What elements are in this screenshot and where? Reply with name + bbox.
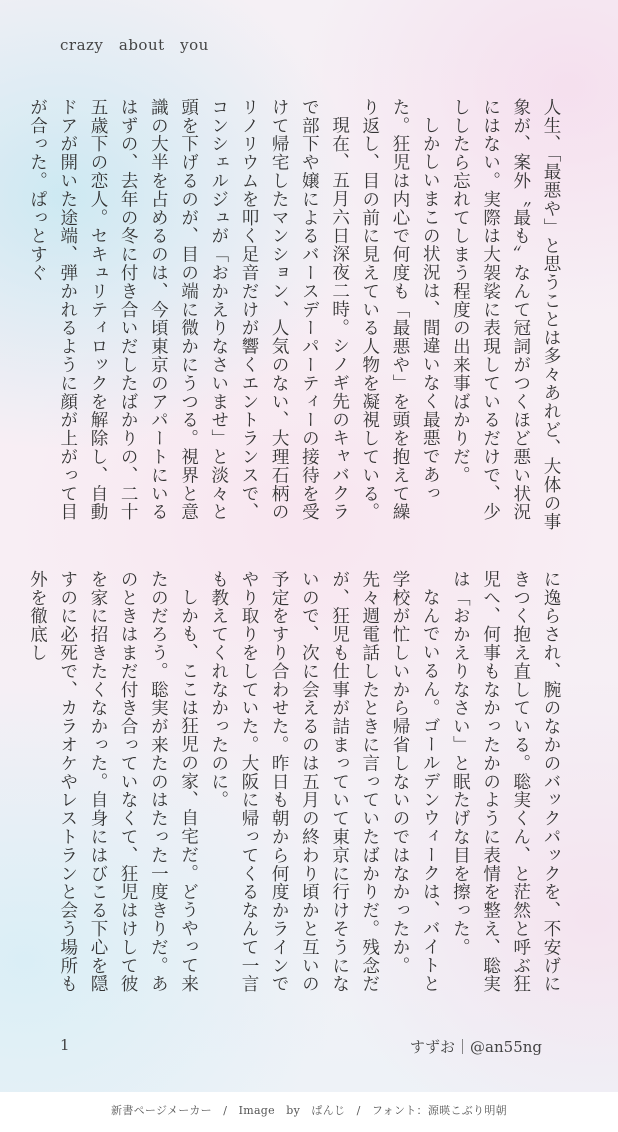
paragraph: に逸らされ、腕のなかのバックパックを、不安げにきつく抱え直している。聡実くん、と茫然と呼ぶ狂児へ、何事もなかったかのように表情を整え、聡実は「おかえりなさい」と眠たげな目を擦った。	[450, 570, 561, 994]
paragraph: しかも、ここは狂児の家、自宅だ。どうやって来たのだろう。聡実が来たのはたった一度きりだ。あのときはまだ付き合っていなくて、狂児はけして彼を家に招きたくなかった。自身にはびこる下心を隠すのに必死で、カラオケやレストランと会う場所も外を徹底し	[27, 570, 199, 994]
body-text-lower	[27, 570, 566, 1010]
body-text-upper	[27, 98, 566, 538]
paragraph: しかしいまこの状況は、間違いなく最悪であった。狂児は内心で何度も「最悪や」を頭を抱えて繰り返し、目の前に見えている人物を凝視している。	[359, 98, 441, 522]
running-title: crazy about you	[60, 36, 209, 54]
paragraph: 人生、「最悪や」と思うことは多々あれど、大体の事象が、案外〝最も〟なんて冠詞がつくほど悪い状況にはない。実際は大袈裟に表現しているだけで、少ししたら忘れてしまう程度の出来事ばかりだ。	[450, 98, 561, 531]
paragraph: なんでいるん。ゴールデンウィークは、バイトと学校が忙しいから帰省しないのではなかったか。先々週電話したときに言っていたばかりだ。残念だが、狂児も仕事が詰まっていて東京に行けそうにないので、次に会えるのは五月の終わり頃かと互いの予定をすり合わせた。昨日も朝から何度かラインでやり取りをしていた。大阪に帰ってくるなんて一言も教えてくれなかったのに。	[208, 570, 441, 994]
author-credit: すずお｜@an55ng	[409, 1038, 542, 1056]
paragraph: 現在、五月六日深夜二時。シノギ先のキャバクラで部下や嬢によるバースデーパーティーの接待を受けて帰宅したマンション、人気のない、大理石柄のリノリウムを叩く足音だけが響くエントランスで、コンシェルジュが「おかえりなさいませ」と淡々と頭を下げるのが、目の端に微かにうつる。視界と意識の大半を占めるのは、今頃東京のアパートにいるはずの、去年の冬に付き合いだしたばかりの、二十五歳下の恋人。セキュリティロックを解除し、自動ドアが開いた途端、弾かれるように顔が上がって目が合った。ぱっとすぐ	[27, 98, 350, 522]
footer-credit: 新書ページメーカー / Image by ぱんじ / フォント：源暎こぶり明朝	[0, 1092, 618, 1132]
page-number: 1	[60, 1036, 70, 1054]
